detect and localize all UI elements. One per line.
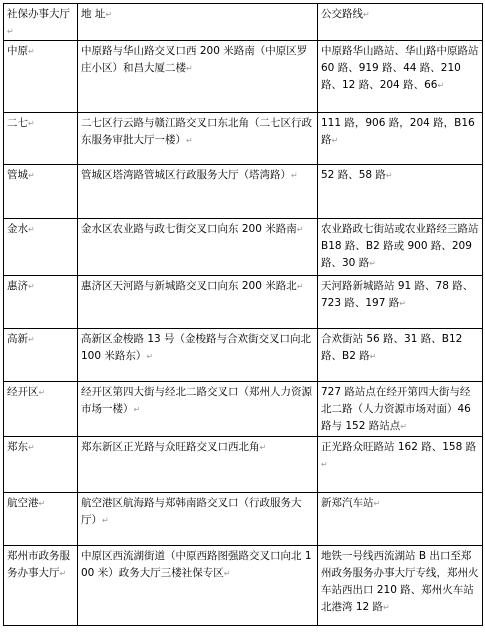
table-row bbox=[4, 493, 483, 546]
hall-name: 郑州市政务服务办事大厅↵ bbox=[4, 546, 78, 626]
bus-route: 农业路政七街站或农业路经三路站 B18 路、B2 路或 900 路、209 路、30 路↵ bbox=[318, 219, 483, 276]
hall-name: 中原↵ bbox=[4, 41, 78, 113]
hall-address: 中原路与华山路交叉口西 200 米路南（中原区罗庄小区）和昌大厦二楼↵ bbox=[78, 41, 318, 113]
hall-address: 管城区塔湾路管城区行政服务大厅（塔湾路）↵ bbox=[78, 165, 318, 219]
hall-address: 郑东新区正光路与众旺路交叉口西北角↵ bbox=[78, 437, 318, 493]
bus-route: 正光路众旺路站 162 路、158 路↵ bbox=[318, 437, 483, 493]
hall-name: 航空港↵ bbox=[4, 493, 78, 546]
table-row bbox=[4, 41, 483, 113]
hall-address: 二七区行云路与赣江路交叉口东北角（二七区行政东服务审批大厅一楼）↵ bbox=[78, 113, 318, 165]
table-row bbox=[4, 219, 483, 276]
bus-route: 天河路新城路站 91 路、78 路、723 路、197 路↵ bbox=[318, 276, 483, 329]
hall-name: 经开区↵ bbox=[4, 382, 78, 437]
table-header-row bbox=[4, 4, 483, 41]
bus-route: 中原路华山路站、华山路中原路站 60 路、919 路、44 路、210 路、12 路、204 路、66↵ bbox=[318, 41, 483, 113]
bus-route: 727 路站点在经开第四大街与经北二路（人力资源市场对面）46 路与 152 路站点↵ bbox=[318, 382, 483, 437]
hall-name: 高新↵ bbox=[4, 329, 78, 382]
bus-route: 52 路、58 路↵ bbox=[318, 165, 483, 219]
table-row bbox=[4, 546, 483, 626]
hall-address: 航空港区航海路与郑韩南路交叉口（行政服务大厅）↵ bbox=[78, 493, 318, 546]
hall-address: 金水区农业路与政七街交叉口向东 200 米路南↵ bbox=[78, 219, 318, 276]
hall-name: 金水↵ bbox=[4, 219, 78, 276]
hall-address: 经开区第四大街与经北二路交叉口（郑州人力资源市场一楼）↵ bbox=[78, 382, 318, 437]
table-row bbox=[4, 113, 483, 165]
hall-name: 二七↵ bbox=[4, 113, 78, 165]
hall-name: 惠济↵ bbox=[4, 276, 78, 329]
table-row bbox=[4, 437, 483, 493]
bus-route: 合欢街站 56 路、31 路、B12 路、B2 路↵ bbox=[318, 329, 483, 382]
hall-address: 中原区西流湖街道（中原西路图强路交叉口向北 100 米）政务大厅三楼社保专区↵ bbox=[78, 546, 318, 626]
bus-route: 111 路，906 路，204 路，B16 路↵ bbox=[318, 113, 483, 165]
bus-route: 新郑汽车站↵ bbox=[318, 493, 483, 546]
header-hall: 社保办事大厅↵ bbox=[4, 4, 78, 41]
table-row bbox=[4, 382, 483, 437]
hall-name: 郑东↵ bbox=[4, 437, 78, 493]
table-row bbox=[4, 329, 483, 382]
header-bus: 公交路线↵ bbox=[318, 4, 483, 41]
hall-name: 管城↵ bbox=[4, 165, 78, 219]
header-address: 地 址↵ bbox=[78, 4, 318, 41]
hall-address: 惠济区天河路与新城路交叉口向东 200 米路北↵ bbox=[78, 276, 318, 329]
table-row bbox=[4, 165, 483, 219]
service-hall-table bbox=[3, 3, 483, 626]
table-row bbox=[4, 276, 483, 329]
bus-route: 地铁一号线西流湖站 B 出口至郑州政务服务办事大厅专线，郑州火车站西出口 210 路、郑州火车站北港湾 12 路↵ bbox=[318, 546, 483, 626]
hall-address: 高新区金梭路 13 号（金梭路与合欢街交叉口向北 100 米路东）↵ bbox=[78, 329, 318, 382]
